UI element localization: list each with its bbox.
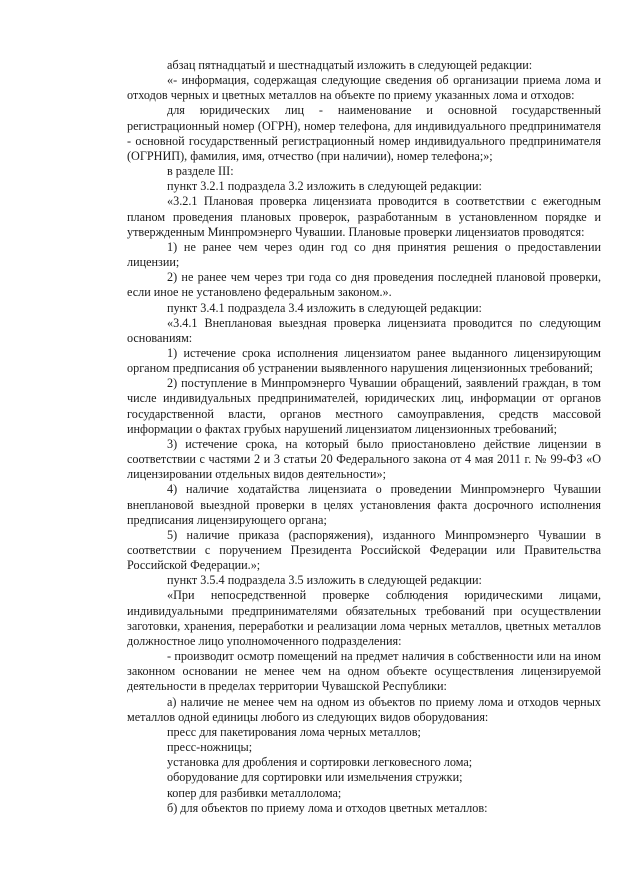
paragraph-3: для юридических лиц - наименование и основной государственный регистрационный номер (ОГРН), номер телефона, для индивидуального предпринимателя - основной государственный регистрационный номер индивидуального предпринимателя (ОГРНИП), фамилия, имя, отчество (при наличии), номер телефона;»; (127, 103, 601, 163)
list-item-4: оборудование для сортировки или измельчения стружки; (167, 770, 463, 785)
paragraph-6: «3.2.1 Плановая проверка лицензиата проводится в соответствии с ежегодным планом проведения плановых проверок, разработанным в установленном порядке и утвержденным Минпромэнерго Чувашии. Плановые проверки лицензиатов проводятся: (127, 194, 601, 239)
paragraph-18: - производит осмотр помещений на предмет наличия в собственности или на ином законном основании не менее чем на одном объекте осуществления лицензируемой деятельности в пределах территории Чувашской Республики: (127, 649, 601, 694)
paragraph-7: 1) не ранее чем через один год со дня принятия решения о предоставлении лицензии; (127, 239, 601, 270)
paragraph-8: 2) не ранее чем через три года со дня проведения последней плановой проверки, если иное не установлено федеральным законом.». (127, 270, 601, 300)
paragraph-13: 3) истечение срока, на который было приостановлено действие лицензии в соответствии с частями 2 и 3 статьи 20 Федерального закона от 4 мая 2011 г. № 99-ФЗ «О лицензировании отдельных видов деятельности»; (127, 436, 601, 482)
paragraph-9: пункт 3.4.1 подраздела 3.4 изложить в следующей редакции: (167, 300, 482, 315)
paragraph-10: «3.4.1 Внеплановая выездная проверка лицензиата проводится по следующим основаниям: (127, 315, 601, 345)
paragraph-14: 4) наличие ходатайства лицензиата о проведении Минпромэнерго Чувашии внеплановой выездной проверки в целях установления факта досрочного исполнения предписания лицензирующего органа; (127, 482, 601, 527)
paragraph-16: пункт 3.5.4 подраздела 3.5 изложить в следующей редакции: (167, 573, 482, 588)
list-item-5: копер для разбивки металлолома; (167, 785, 342, 800)
document-page (127, 58, 601, 816)
paragraph-4: в разделе III: (167, 164, 234, 179)
paragraph-19: а) наличие не менее чем на одном из объектов по приему лома и отходов черных металлов одной единицы любого из следующих видов оборудования: (127, 694, 601, 724)
paragraph-17: «При непосредственной проверке соблюдения юридическими лицами, индивидуальными предпринимателями обязательных требований при осуществлении заготовки, хранения, переработки и реализации лома черных металлов, цветных металлов должностное лицо уполномоченного подразделения: (127, 588, 601, 648)
list-item-3: установка для дробления и сортировки легковесного лома; (167, 755, 473, 770)
paragraph-20: б) для объектов по приему лома и отходов цветных металлов: (167, 800, 488, 815)
paragraph-1: абзац пятнадцатый и шестнадцатый изложить в следующей редакции: (167, 58, 533, 72)
list-item-2: пресс-ножницы; (167, 740, 253, 755)
paragraph-5: пункт 3.2.1 подраздела 3.2 изложить в следующей редакции: (167, 179, 482, 194)
paragraph-11: 1) истечение срока исполнения лицензиатом ранее выданного лицензирующим органом предписания об устранении выявленного нарушения лицензионных требований; (127, 345, 601, 376)
list-item-1: пресс для пакетирования лома черных металлов; (167, 724, 421, 739)
paragraph-2: «- информация, содержащая следующие сведения об организации приема лома и отходов черных и цветных металлов на объекте по приему указанных лома и отходов: (127, 73, 601, 103)
paragraph-15: 5) наличие приказа (распоряжения), изданного Минпромэнерго Чувашии в соответствии с поручением Президента Российской Федерации или Правительства Российской Федерации.»; (127, 527, 601, 573)
paragraph-12: 2) поступление в Минпромэнерго Чувашии обращений, заявлений граждан, в том числе индивидуальных предпринимателей, юридических лиц, информации от органов государственной власти, органов местного самоуправления, средств массовой информации о фактах грубых нарушений лицензиатом лицензионных требований; (127, 376, 601, 436)
